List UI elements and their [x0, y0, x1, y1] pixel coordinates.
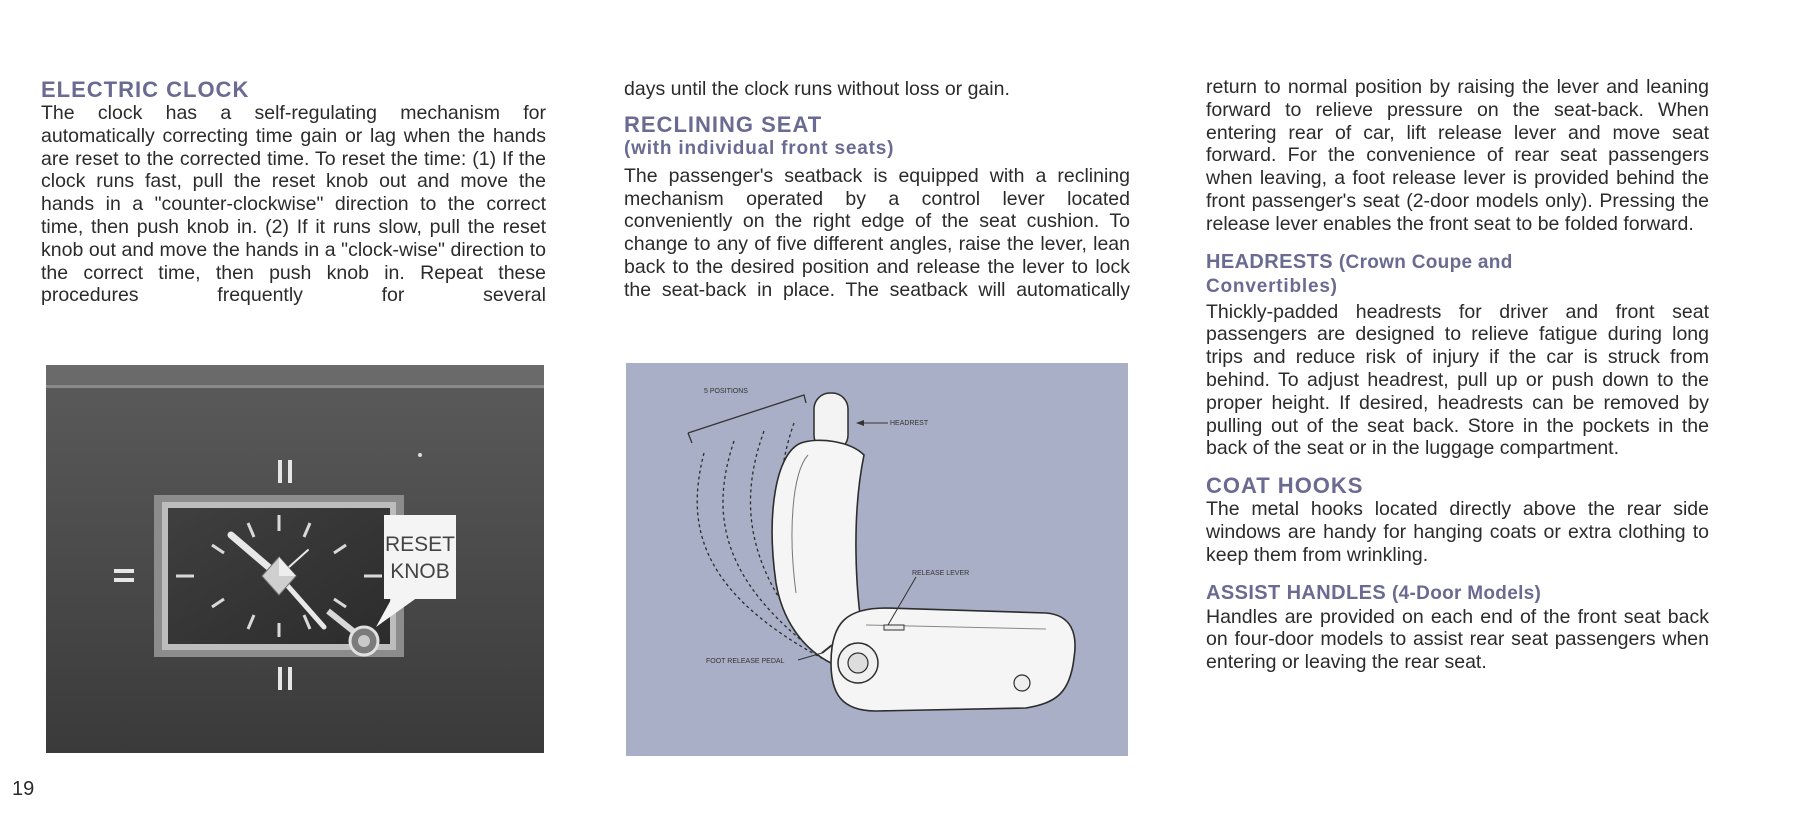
- section-electric-clock: [41, 78, 546, 307]
- paragraph-seat-continuation: return to normal position by raising the lever and leaning forward to relieve pressure on the seat-back. When entering rear of car, lift release lever and move seat forward. For the convenience of rear seat passengers when leaving, a foot release lever is provided behind the front passenger's seat (2-door models only). Pressing the release lever enables the front seat to be folded forward.: [1206, 76, 1709, 235]
- clock-illustration: [46, 365, 544, 753]
- label-release-lever: RELEASE LEVER: [912, 570, 970, 577]
- seat-illustration: [626, 363, 1128, 756]
- paragraph-clock-continuation: days until the clock runs without loss or gain.: [624, 78, 1010, 100]
- page-number: 19: [12, 778, 35, 800]
- heading-assist-handles: [1206, 581, 1709, 606]
- paragraph-headrests: Thickly-padded headrests for driver and front seat passengers are designed to relieve fatigue during long trips and reduce risk of injury if the car is struck from behind. To adjust headrest, pull up or push down to the proper height. If desired, headrests can be removed by pulling out of the seat back. Store in the pockets in the back of the seat or in the luggage compartment.: [1206, 300, 1709, 460]
- column-1: [41, 78, 546, 321]
- figure-seat-diagram: [626, 363, 1128, 756]
- heading-headrests: [1206, 250, 1709, 275]
- subheading-reclining-seat: (with individual front seats): [624, 137, 895, 159]
- heading-reclining-seat: RECLINING SEAT: [624, 111, 823, 137]
- heading-electric-clock: ELECTRIC CLOCK: [41, 77, 250, 102]
- label-headrest: HEADREST: [890, 420, 929, 427]
- column-2: [624, 78, 1130, 316]
- paragraph-reclining-seat: The passenger's seatback is equipped with a reclining mechanism operated by a control lever located conveniently on the right edge of the seat cushion. To change to any of five different angles, raise the lever, lean back to the desired position and release the lever to lock the seat-back in place. The seatback will automatically: [624, 164, 1130, 301]
- callout-knob: KNOB: [390, 560, 450, 583]
- heading-coat-hooks: COAT HOOKS: [1206, 473, 1364, 499]
- label-foot-release-pedal: FOOT RELEASE PEDAL: [706, 658, 785, 665]
- paragraph-assist-handles: Handles are provided on each end of the front seat back on four-door models to assist rear seat passengers when entering or leaving the rear seat.: [1206, 605, 1709, 674]
- section-headrests: [1206, 250, 1709, 461]
- heading-assist-handles-title: ASSIST HANDLES: [1206, 581, 1387, 604]
- label-5-positions: 5 POSITIONS: [704, 388, 748, 395]
- heading-headrests-line2: Convertibles): [1206, 275, 1338, 297]
- heading-assist-handles-suffix: (4-Door Models): [1392, 582, 1542, 604]
- heading-headrests-title: HEADRESTS: [1206, 250, 1333, 273]
- heading-headrests-suffix: (Crown Coupe and: [1338, 251, 1513, 273]
- paragraph-electric-clock: The clock has a self-regulating mechanism for automatically correcting time gain or lag when the hands are reset to the corrected time. To reset the time: (1) If the clock runs fast, pull the reset knob out and move the hands in a "counter-clockwise" direction to the correct time, then push knob in. (2) If it runs slow, pull the reset knob out and move the hands in a "clock-wise" direction to the correct time, then push knob in. Repeat these procedures frequently for several: [41, 102, 546, 307]
- callout-reset: RESET: [384, 533, 456, 556]
- section-reclining-seat: [624, 113, 1130, 302]
- section-assist-handles: [1206, 581, 1709, 674]
- paragraph-coat-hooks: The metal hooks located directly above the rear side windows are handy for hanging coats or extra clothing to keep them from wrinkling.: [1206, 498, 1709, 566]
- figure-clock-photo: [46, 365, 544, 753]
- column-3: [1206, 76, 1709, 688]
- section-coat-hooks: [1206, 474, 1709, 566]
